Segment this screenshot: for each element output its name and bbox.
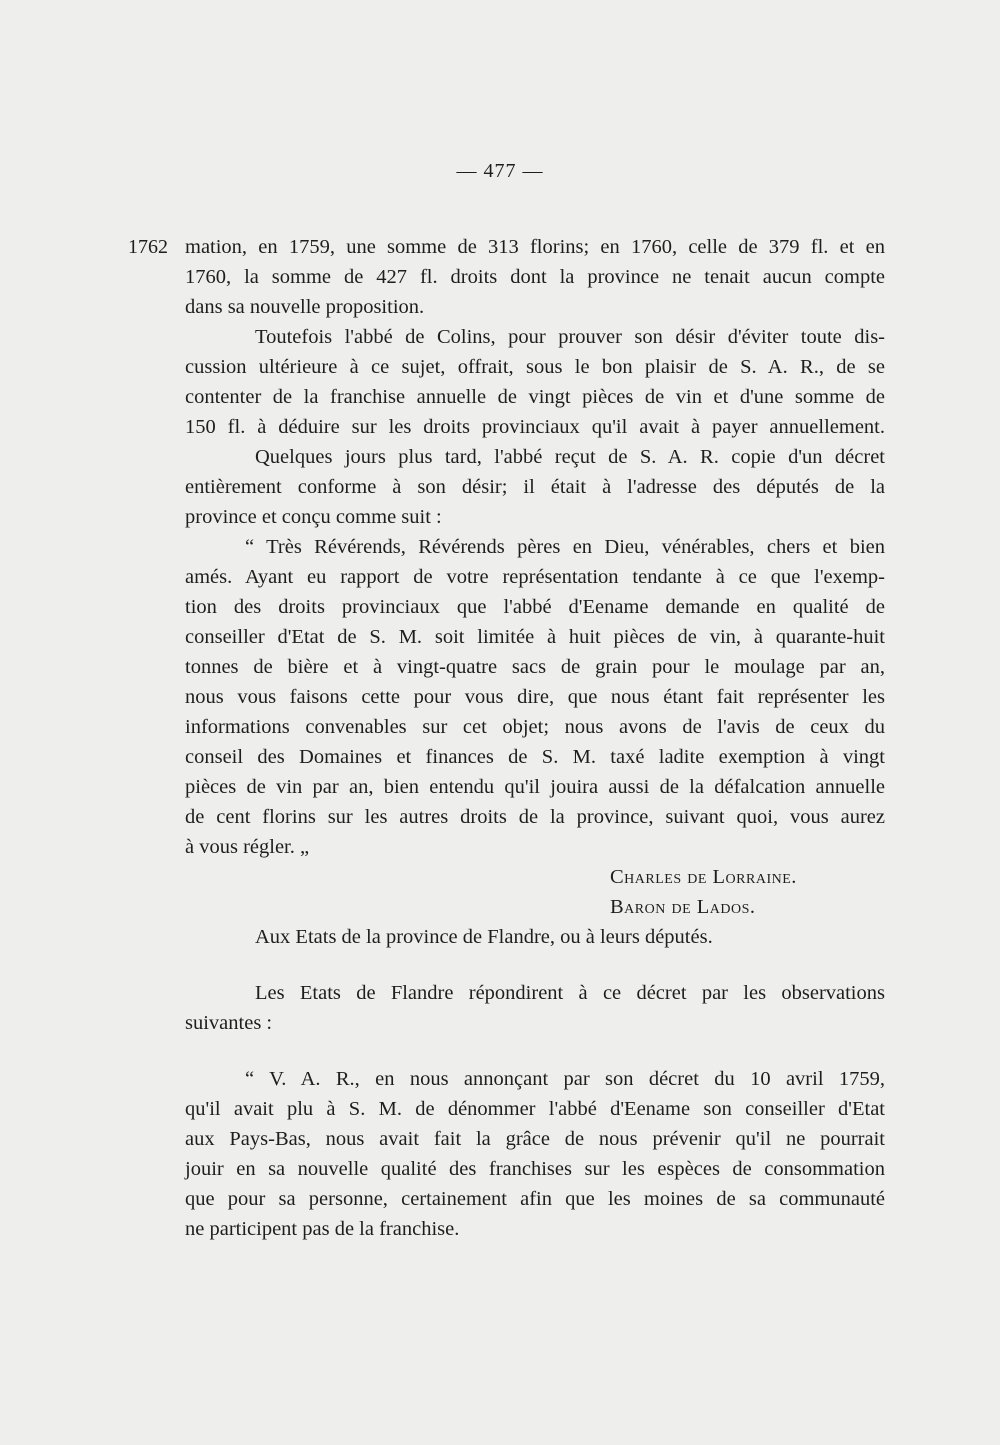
page-number: — 477 — bbox=[456, 160, 544, 182]
text-line: tonnes de bière et à vingt-quatre sacs de grain pour le moulage par an, bbox=[185, 656, 885, 678]
paragraph-3 bbox=[185, 442, 885, 532]
text-line: Toutefois l'abbé de Colins, pour prouver son désir d'éviter toute dis- bbox=[255, 326, 885, 348]
paragraph-gap bbox=[185, 952, 885, 978]
text-line: suivantes : bbox=[185, 1012, 273, 1034]
text-line: dans sa nouvelle proposition. bbox=[185, 296, 425, 318]
address-line: Aux Etats de la province de Flandre, ou à leurs députés. bbox=[255, 926, 713, 948]
text-line: jouir en sa nouvelle qualité des franchises sur les espèces de consommation bbox=[185, 1158, 885, 1180]
text-line: nous vous faisons cette pour vous dire, que nous étant fait représenter les bbox=[185, 686, 885, 708]
text-line: province et conçu comme suit : bbox=[185, 506, 442, 528]
paragraph-5 bbox=[185, 978, 885, 1038]
text-line: 1760, la somme de 427 fl. droits dont la province ne tenait aucun compte bbox=[185, 266, 885, 288]
text-line: mation, en 1759, une somme de 313 florins; en 1760, celle de 379 fl. et en bbox=[185, 236, 885, 258]
text-line: pièces de vin par an, bien entendu qu'il jouira aussi de la défalcation annuelle bbox=[185, 776, 885, 798]
text-line: ne participent pas de la franchise. bbox=[185, 1218, 460, 1240]
text-line: contenter de la franchise annuelle de vingt pièces de vin et d'une somme de bbox=[185, 386, 885, 408]
text-line: qu'il avait plu à S. M. de dénommer l'abbé d'Eename son conseiller d'Etat bbox=[185, 1098, 885, 1120]
margin-year: 1762 bbox=[128, 236, 168, 258]
text-line: aux Pays-Bas, nous avait fait la grâce de nous prévenir qu'il ne pourrait bbox=[185, 1128, 885, 1150]
text-line: tion des droits provinciaux que l'abbé d'Eename demande en qualité de bbox=[185, 596, 885, 618]
text-line: informations convenables sur cet objet; nous avons de l'avis de ceux du bbox=[185, 716, 885, 738]
quoted-decree bbox=[185, 532, 885, 862]
paragraph-1 bbox=[185, 232, 885, 322]
text-line: à vous régler. „ bbox=[185, 836, 310, 858]
page-body bbox=[185, 232, 885, 1244]
text-line: “ Très Révérends, Révérends pères en Dieu, vénérables, chers et bien bbox=[245, 536, 885, 558]
text-line: 150 fl. à déduire sur les droits provinciaux qu'il avait à payer annuellement. bbox=[185, 416, 885, 438]
text-line: conseil des Domaines et finances de S. M. taxé ladite exemption à vingt bbox=[185, 746, 885, 768]
text-line: “ V. A. R., en nous annonçant par son décret du 10 avril 1759, bbox=[245, 1068, 885, 1090]
signature-charles-de-lorraine: Charles de Lorraine. bbox=[610, 866, 797, 888]
text-line: amés. Ayant eu rapport de votre représentation tendante à ce que l'exemp- bbox=[185, 566, 885, 588]
text-line: entièrement conforme à son désir; il était à l'adresse des députés de la bbox=[185, 476, 885, 498]
text-line: Quelques jours plus tard, l'abbé reçut de S. A. R. copie d'un décret bbox=[255, 446, 885, 468]
text-line: conseiller d'Etat de S. M. soit limitée à huit pièces de vin, à quarante-huit bbox=[185, 626, 885, 648]
text-line: Les Etats de Flandre répondirent à ce décret par les observations bbox=[255, 982, 885, 1004]
paragraph-gap bbox=[185, 1038, 885, 1064]
quoted-observations bbox=[185, 1064, 885, 1244]
text-line: cussion ultérieure à ce sujet, offrait, sous le bon plaisir de S. A. R., de se bbox=[185, 356, 885, 378]
text-line: de cent florins sur les autres droits de la province, suivant quoi, vous aurez bbox=[185, 806, 885, 828]
paragraph-2 bbox=[185, 322, 885, 442]
signature-block bbox=[185, 862, 885, 922]
text-line: que pour sa personne, certainement afin que les moines de sa communauté bbox=[185, 1188, 885, 1210]
signature-baron-de-lados: Baron de Lados. bbox=[610, 896, 756, 918]
